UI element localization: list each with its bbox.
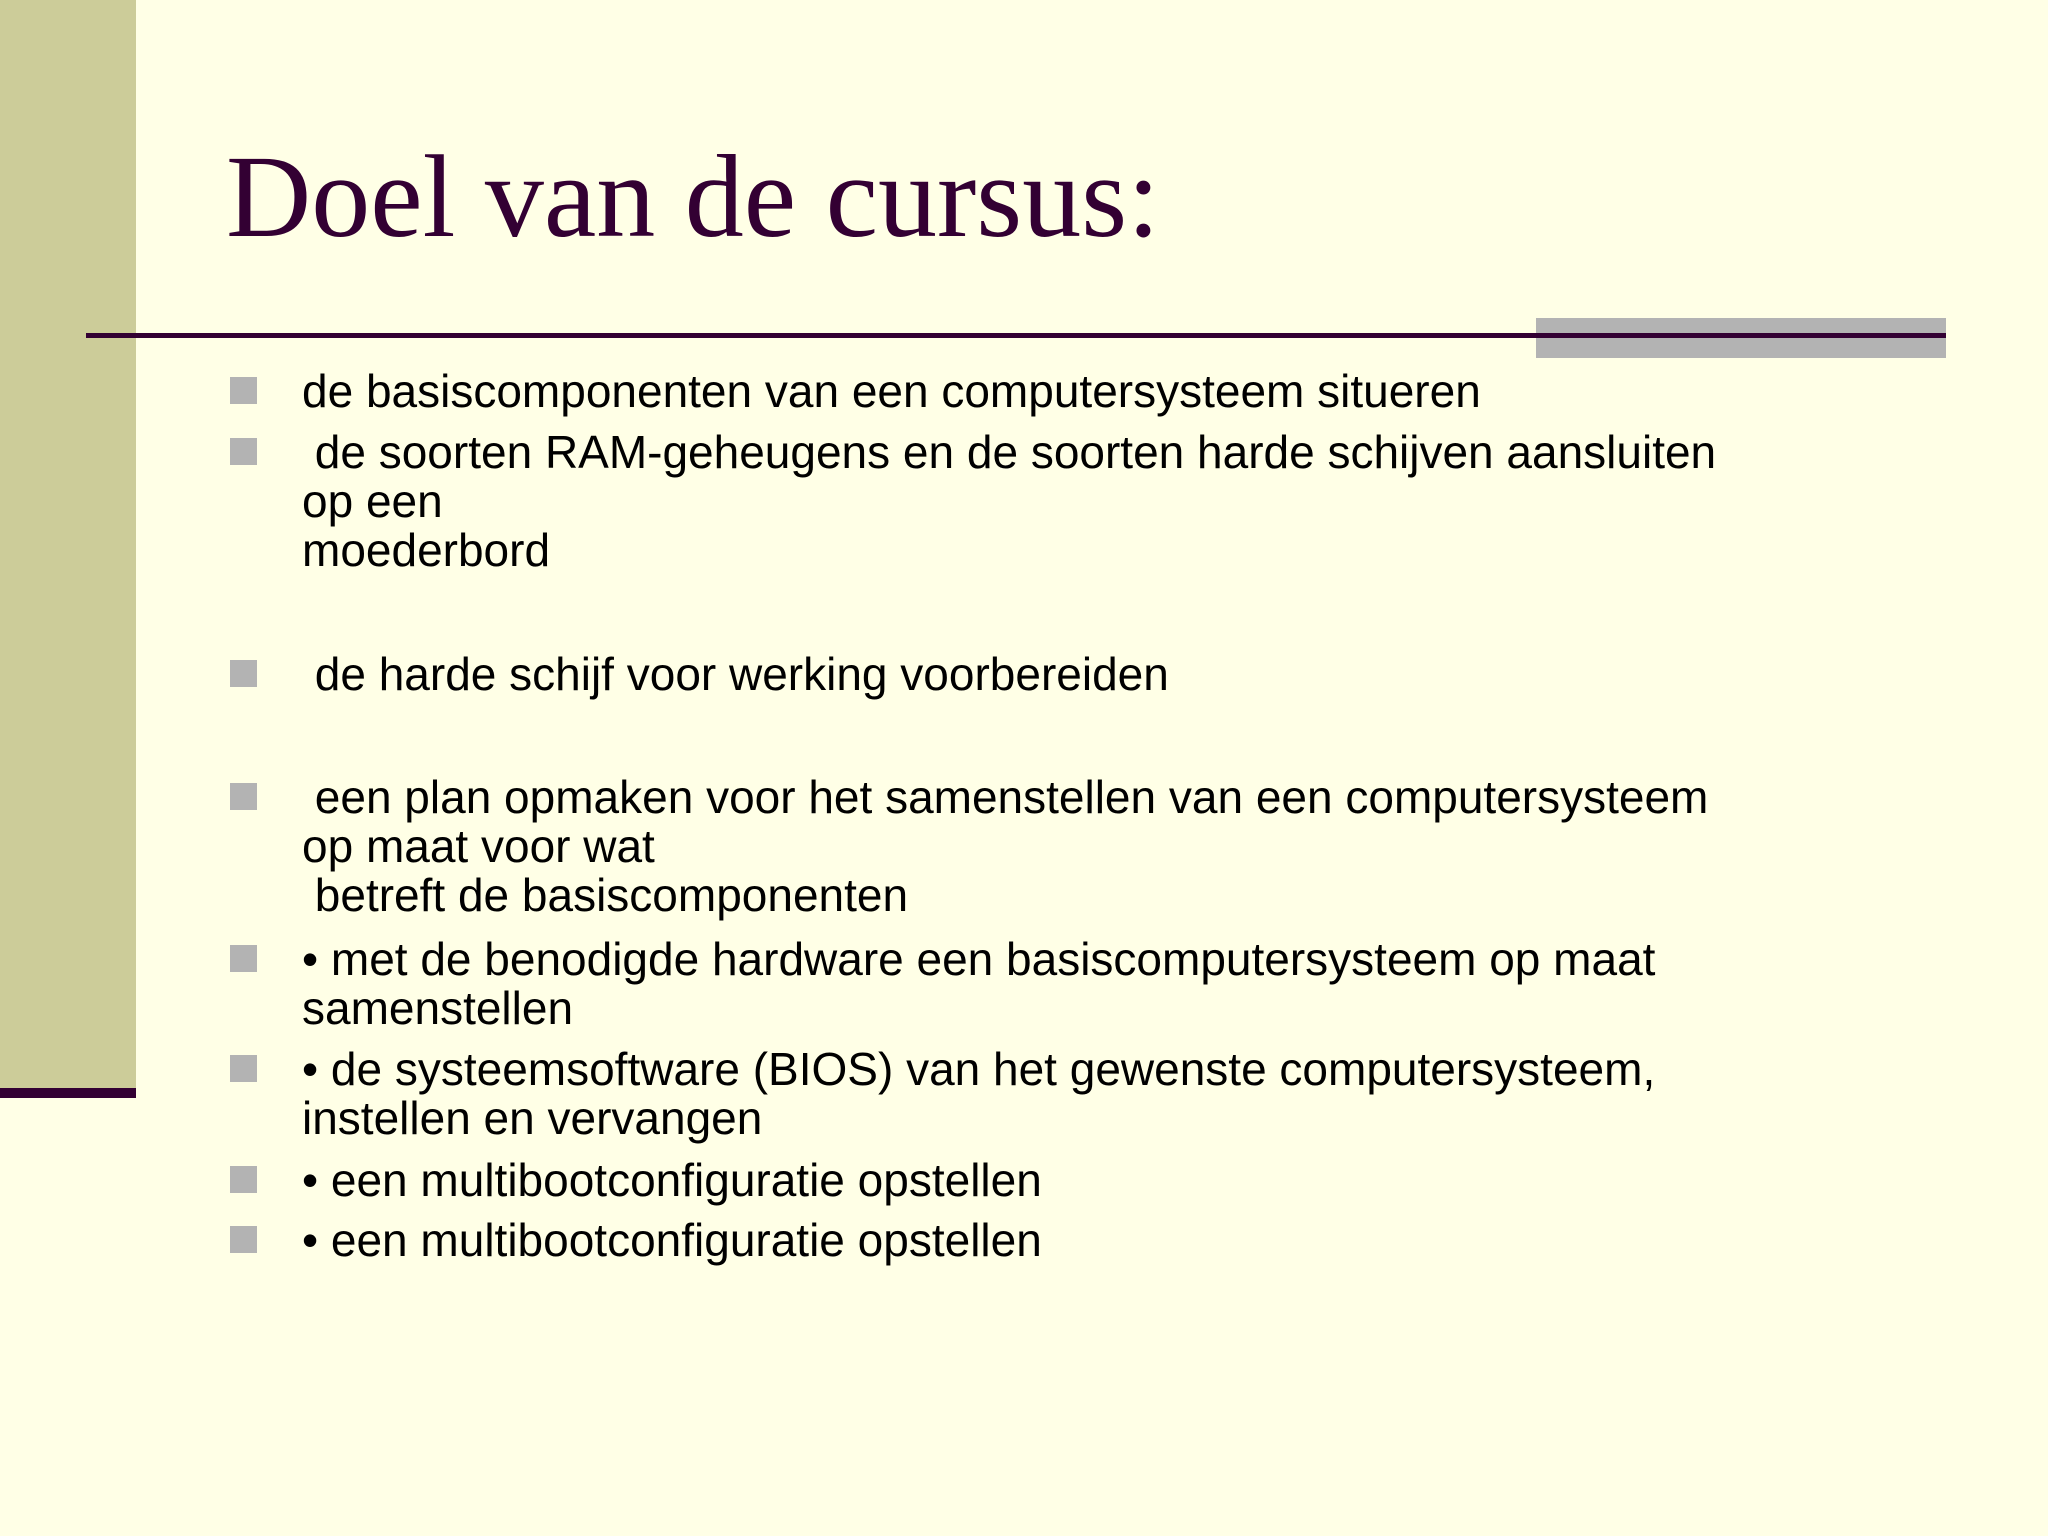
square-bullet-icon — [230, 783, 257, 810]
bullet-text: • de systeemsoftware (BIOS) van het gewenste computersysteem, instellen en vervangen — [302, 1043, 1656, 1144]
square-bullet-icon — [230, 1055, 257, 1082]
bullet-text: een plan opmaken voor het samenstellen van een computersysteem op maat voor wat betreft de basiscomponenten — [302, 771, 1709, 921]
bullet-text: • een multibootconfiguratie opstellen — [302, 1154, 1042, 1206]
square-bullet-icon — [230, 1166, 257, 1193]
bullet-text: de soorten RAM-geheugens en de soorten harde schijven aansluiten op een moederbord — [302, 426, 1717, 576]
square-bullet-icon — [230, 660, 257, 687]
bullet-text: • met de benodigde hardware een basiscomputersysteem op maat samenstellen — [302, 933, 1656, 1034]
bullet-text: • een multibootconfiguratie opstellen — [302, 1214, 1042, 1266]
slide-title: Doel van de cursus: — [226, 131, 1160, 262]
square-bullet-icon — [230, 377, 257, 404]
bullet-text: de basiscomponenten van een computersysteem situeren — [302, 365, 1481, 417]
square-bullet-icon — [230, 945, 257, 972]
square-bullet-icon — [230, 438, 257, 465]
bullet-text: de harde schijf voor werking voorbereiden — [302, 648, 1169, 700]
square-bullet-icon — [230, 1226, 257, 1253]
